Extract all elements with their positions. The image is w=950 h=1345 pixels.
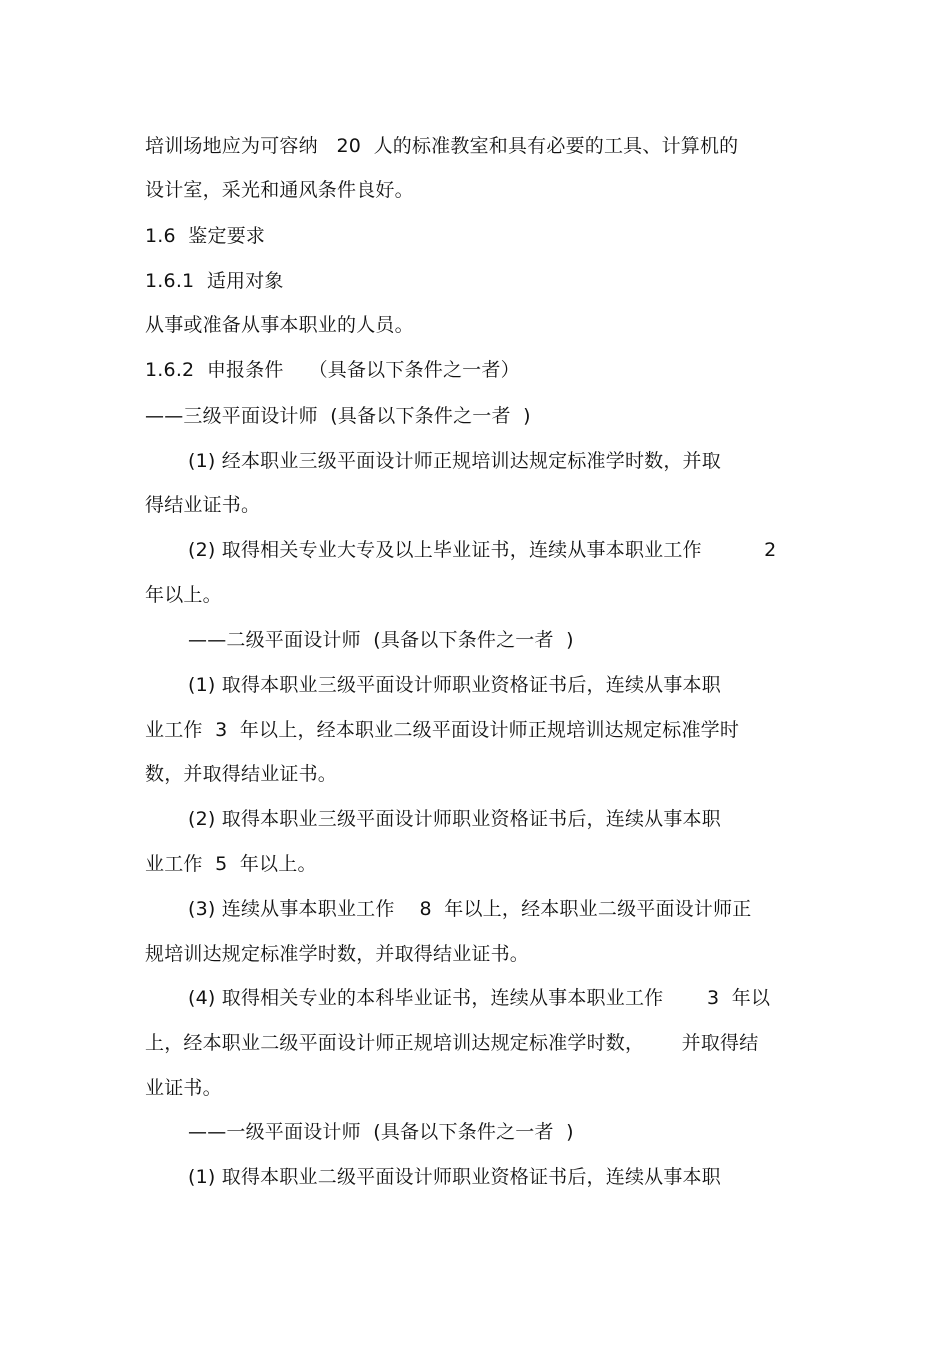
paragraph-line-applicable: 从事或准备从事本职业的人员。 (145, 314, 414, 336)
level-2-item-3-cont: 规培训达规定标准学时数，并取得结业证书。 (145, 943, 530, 965)
level-2-item-4-cont-2: 业证书。 (145, 1077, 222, 1099)
level-1-heading: ——一级平面设计师 (具备以下条件之一者 ) (188, 1121, 574, 1143)
level-1-item-1: (1) 取得本职业二级平面设计师职业资格证书后，连续从事本职 (188, 1166, 721, 1188)
level-2-item-1: (1) 取得本职业三级平面设计师职业资格证书后，连续从事本职 (188, 674, 721, 696)
section-heading-1-6-2: 1.6.2 申报条件 （具备以下条件之一者） (145, 359, 520, 381)
level-3-item-2: (2) 取得相关专业大专及以上毕业证书，连续从事本职业工作 2 (188, 539, 777, 561)
level-2-item-4-cont-1: 上，经本职业二级平面设计师正规培训达规定标准学时数， 并取得结 (145, 1032, 759, 1054)
section-heading-1-6-1: 1.6.1 适用对象 (145, 270, 284, 292)
level-3-item-2-cont: 年以上。 (145, 584, 222, 606)
level-3-item-1: (1) 经本职业三级平面设计师正规培训达规定标准学时数，并取 (188, 450, 721, 472)
paragraph-line-2: 设计室，采光和通风条件良好。 (145, 179, 414, 201)
level-2-item-1-cont-1: 业工作 3 年以上，经本职业二级平面设计师正规培训达规定标准学时 (145, 719, 740, 741)
level-3-heading: ——三级平面设计师 (具备以下条件之一者 ) (145, 405, 531, 427)
level-2-item-4: (4) 取得相关专业的本科毕业证书，连续从事本职业工作 3 年以 (188, 987, 771, 1009)
level-2-heading: ——二级平面设计师 (具备以下条件之一者 ) (188, 629, 574, 651)
level-3-item-1-cont: 得结业证书。 (145, 494, 261, 516)
level-2-item-2-cont: 业工作 5 年以上。 (145, 853, 317, 875)
level-2-item-2: (2) 取得本职业三级平面设计师职业资格证书后，连续从事本职 (188, 808, 721, 830)
section-heading-1-6: 1.6 鉴定要求 (145, 225, 266, 247)
paragraph-line-1: 培训场地应为可容纳 20 人的标准教室和具有必要的工具、计算机的 (145, 135, 739, 157)
level-2-item-3: (3) 连续从事本职业工作 8 年以上，经本职业二级平面设计师正 (188, 898, 752, 920)
level-2-item-1-cont-2: 数，并取得结业证书。 (145, 763, 338, 785)
